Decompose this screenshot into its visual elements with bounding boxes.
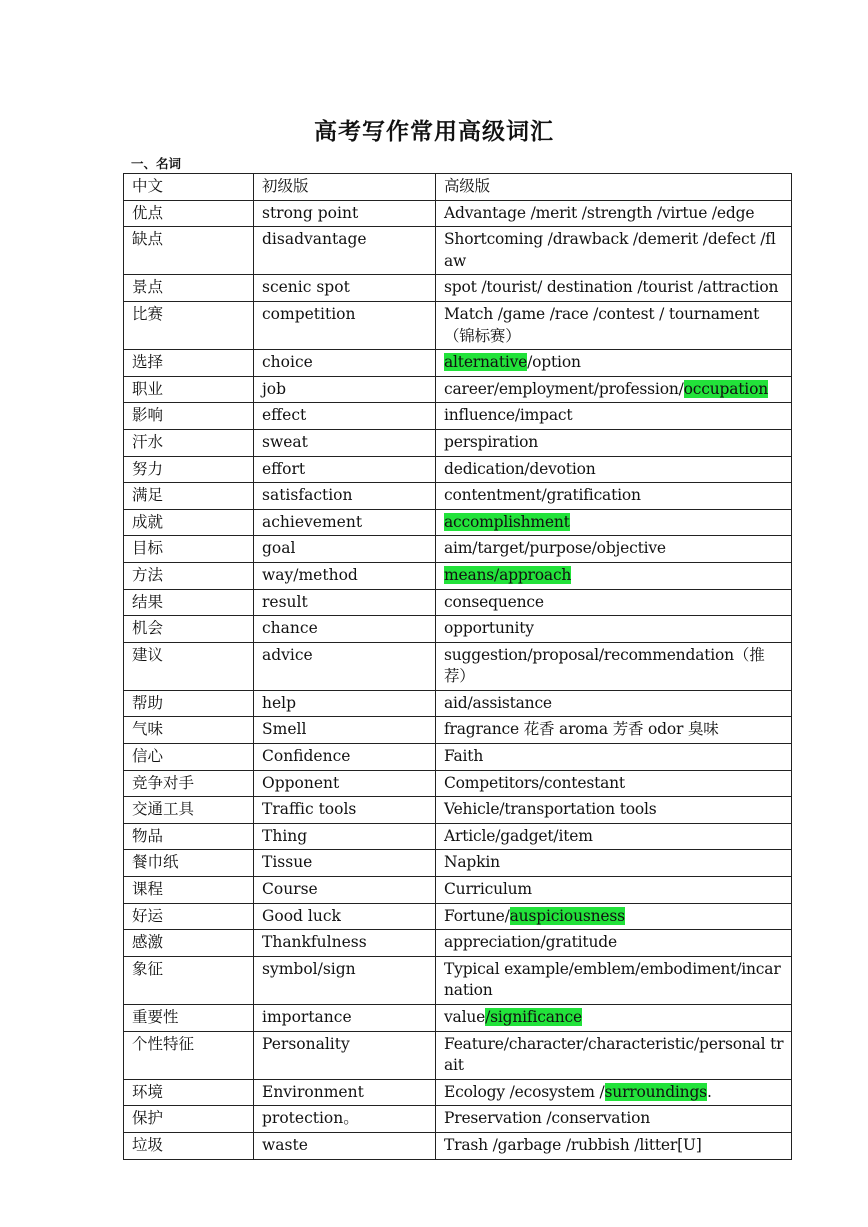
cell-advanced [436, 690, 792, 717]
table-row [124, 562, 792, 589]
term-text: /option [527, 353, 581, 372]
highlighted-term: auspiciousness [509, 906, 625, 925]
cell-advanced [436, 903, 792, 930]
cell-chinese: 目标 [124, 536, 254, 563]
section-heading: 一、名词 [131, 156, 182, 171]
term-text: Competitors/contestant [444, 773, 625, 792]
cell-basic: Thankfulness [254, 930, 436, 957]
table-row [124, 483, 792, 510]
cell-chinese: 保护 [124, 1106, 254, 1133]
cell-basic: advice [254, 642, 436, 690]
cell-basic: Confidence [254, 744, 436, 771]
cell-basic: effort [254, 456, 436, 483]
cell-chinese: 帮助 [124, 690, 254, 717]
cell-chinese: 气味 [124, 717, 254, 744]
cell-advanced [436, 483, 792, 510]
term-text: Feature/character/characteristic/personal trait [444, 1034, 784, 1075]
cell-basic: goal [254, 536, 436, 563]
cell-chinese: 结果 [124, 589, 254, 616]
cell-basic: satisfaction [254, 483, 436, 510]
cell-chinese: 景点 [124, 275, 254, 302]
cell-advanced [436, 589, 792, 616]
term-text: Advantage /merit /strength /virtue /edge [444, 203, 755, 222]
cell-chinese: 象征 [124, 956, 254, 1004]
table-row [124, 797, 792, 824]
cell-chinese: 信心 [124, 744, 254, 771]
cell-chinese: 机会 [124, 616, 254, 643]
cell-advanced [436, 850, 792, 877]
term-text: Ecology /ecosystem / [444, 1082, 605, 1101]
cell-chinese: 努力 [124, 456, 254, 483]
cell-basic: Environment [254, 1079, 436, 1106]
term-text: influence/impact [444, 406, 573, 425]
table-row [124, 227, 792, 275]
cell-advanced [436, 376, 792, 403]
cell-advanced [436, 227, 792, 275]
cell-chinese: 缺点 [124, 227, 254, 275]
cell-advanced [436, 429, 792, 456]
table-row [124, 456, 792, 483]
table-row [124, 850, 792, 877]
vocabulary-table-body [124, 174, 792, 1160]
table-row [124, 429, 792, 456]
cell-basic: Course [254, 877, 436, 904]
table-header-row [124, 174, 792, 201]
highlighted-term: accomplishment [444, 512, 570, 531]
cell-basic: disadvantage [254, 227, 436, 275]
term-text: Napkin [444, 853, 500, 872]
term-text: Article/gadget/item [444, 826, 593, 845]
term-text: Faith [444, 747, 484, 766]
table-row [124, 744, 792, 771]
term-text: spot /tourist/ destination /tourist /attraction [444, 278, 779, 297]
table-row [124, 403, 792, 430]
cell-basic: Tissue [254, 850, 436, 877]
term-text: fragrance 花香 aroma 芳香 odor 臭味 [444, 720, 719, 739]
cell-basic: Opponent [254, 770, 436, 797]
table-row [124, 930, 792, 957]
cell-basic: Smell [254, 717, 436, 744]
cell-basic: sweat [254, 429, 436, 456]
header-chinese: 中文 [124, 174, 254, 201]
table-row [124, 823, 792, 850]
cell-chinese: 餐巾纸 [124, 850, 254, 877]
cell-basic: competition [254, 301, 436, 349]
cell-chinese: 优点 [124, 200, 254, 227]
term-text: Curriculum [444, 880, 532, 899]
cell-advanced [436, 1005, 792, 1032]
highlighted-term: occupation [683, 379, 768, 398]
term-text: contentment/gratification [444, 486, 641, 505]
term-text: aim/target/purpose/objective [444, 539, 666, 558]
cell-basic: Personality [254, 1031, 436, 1079]
cell-basic: protection。 [254, 1106, 436, 1133]
term-text: dedication/devotion [444, 459, 596, 478]
term-text: opportunity [444, 619, 534, 638]
cell-basic: chance [254, 616, 436, 643]
cell-basic: effect [254, 403, 436, 430]
cell-basic: strong point [254, 200, 436, 227]
term-text: suggestion/proposal/recommendation（推荐） [444, 645, 765, 686]
table-row [124, 589, 792, 616]
cell-chinese: 好运 [124, 903, 254, 930]
cell-chinese: 满足 [124, 483, 254, 510]
cell-advanced [436, 536, 792, 563]
table-row [124, 1031, 792, 1079]
cell-advanced [436, 797, 792, 824]
cell-advanced [436, 456, 792, 483]
cell-chinese: 职业 [124, 376, 254, 403]
cell-basic: job [254, 376, 436, 403]
table-row [124, 770, 792, 797]
table-row [124, 376, 792, 403]
term-text: aid/assistance [444, 693, 552, 712]
table-row [124, 1132, 792, 1159]
cell-advanced [436, 509, 792, 536]
table-row [124, 1079, 792, 1106]
cell-basic: achievement [254, 509, 436, 536]
cell-basic: Good luck [254, 903, 436, 930]
cell-basic: waste [254, 1132, 436, 1159]
cell-chinese: 交通工具 [124, 797, 254, 824]
cell-advanced [436, 717, 792, 744]
cell-advanced [436, 301, 792, 349]
term-text: value [444, 1008, 486, 1026]
cell-chinese: 重要性 [124, 1005, 254, 1032]
cell-chinese: 垃圾 [124, 1132, 254, 1159]
cell-advanced [436, 956, 792, 1004]
cell-basic: choice [254, 350, 436, 377]
header-basic: 初级版 [254, 174, 436, 201]
table-row [124, 1106, 792, 1133]
table-row [124, 717, 792, 744]
table-row [124, 200, 792, 227]
cell-basic: scenic spot [254, 275, 436, 302]
table-row [124, 903, 792, 930]
cell-advanced [436, 1079, 792, 1106]
cell-chinese: 汗水 [124, 429, 254, 456]
cell-advanced [436, 350, 792, 377]
cell-chinese: 选择 [124, 350, 254, 377]
cell-advanced [436, 770, 792, 797]
cell-chinese: 感激 [124, 930, 254, 957]
header-advanced: 高级版 [436, 174, 792, 201]
table-row [124, 616, 792, 643]
cell-chinese: 环境 [124, 1079, 254, 1106]
term-text: Preservation /conservation [444, 1109, 651, 1128]
vocabulary-table [123, 173, 792, 1160]
term-text: Trash /garbage /rubbish /litter[U] [444, 1135, 702, 1154]
table-row [124, 690, 792, 717]
cell-basic: symbol/sign [254, 956, 436, 1004]
cell-chinese: 成就 [124, 509, 254, 536]
cell-chinese: 物品 [124, 823, 254, 850]
table-row [124, 1005, 792, 1032]
cell-advanced [436, 616, 792, 643]
table-row [124, 956, 792, 1004]
cell-chinese: 方法 [124, 562, 254, 589]
cell-advanced [436, 930, 792, 957]
cell-chinese: 影响 [124, 403, 254, 430]
term-text: Fortune/ [444, 906, 510, 925]
cell-advanced [436, 823, 792, 850]
cell-basic: Traffic tools [254, 797, 436, 824]
cell-advanced [436, 562, 792, 589]
cell-advanced [436, 1106, 792, 1133]
cell-chinese: 建议 [124, 642, 254, 690]
table-row [124, 275, 792, 302]
table-row [124, 350, 792, 377]
term-text: appreciation/gratitude [444, 933, 617, 952]
term-text: consequence [444, 592, 544, 611]
cell-advanced [436, 1132, 792, 1159]
highlighted-term: alternative [444, 353, 528, 372]
highlighted-term: /significance [485, 1008, 582, 1026]
term-text: Typical example/emblem/embodiment/incarnation [444, 959, 781, 1000]
cell-advanced [436, 200, 792, 227]
cell-basic: Thing [254, 823, 436, 850]
document-title: 高考写作常用高级词汇 [314, 118, 554, 145]
cell-chinese: 竞争对手 [124, 770, 254, 797]
term-text: career/employment/profession/ [444, 379, 684, 398]
cell-advanced [436, 275, 792, 302]
cell-advanced [436, 642, 792, 690]
cell-advanced [436, 403, 792, 430]
cell-basic: way/method [254, 562, 436, 589]
highlighted-term: surroundings [604, 1082, 707, 1101]
cell-basic: result [254, 589, 436, 616]
table-row [124, 509, 792, 536]
term-text: Vehicle/transportation tools [444, 800, 657, 819]
cell-advanced [436, 744, 792, 771]
term-text: Match /game /race /contest / tournament（锦标赛） [444, 304, 760, 345]
cell-basic: help [254, 690, 436, 717]
term-text: Shortcoming /drawback /demerit /defect /flaw [444, 230, 776, 270]
term-text: perspiration [444, 432, 539, 451]
cell-chinese: 比赛 [124, 301, 254, 349]
cell-basic: importance [254, 1005, 436, 1032]
table-row [124, 642, 792, 690]
table-row [124, 301, 792, 349]
table-row [124, 536, 792, 563]
term-text: . [706, 1082, 712, 1101]
cell-chinese: 课程 [124, 877, 254, 904]
table-row [124, 877, 792, 904]
cell-chinese: 个性特征 [124, 1031, 254, 1079]
highlighted-term: means/approach [444, 565, 572, 584]
cell-advanced [436, 1031, 792, 1079]
cell-advanced [436, 877, 792, 904]
